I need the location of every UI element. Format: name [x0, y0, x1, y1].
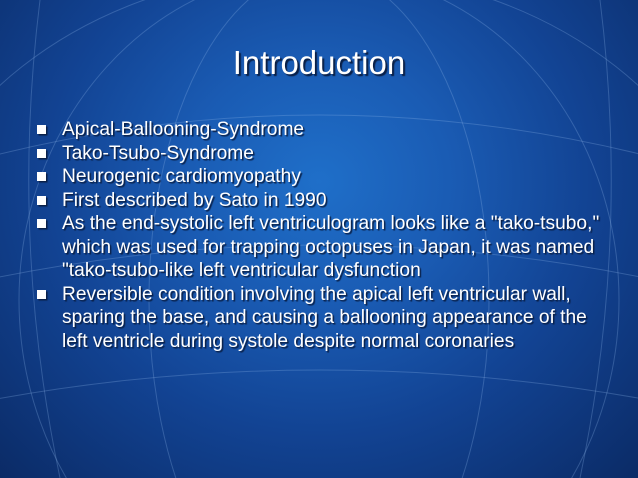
bullet-text: Tako-Tsubo-Syndrome: [62, 142, 254, 164]
bullet-item: [34, 212, 604, 283]
square-bullet-icon: [37, 125, 46, 134]
bullet-item: [34, 283, 604, 354]
square-bullet-icon: [37, 149, 46, 158]
bullet-item: [34, 189, 604, 213]
bullet-item: [34, 118, 604, 142]
bullet-text: First described by Sato in 1990: [62, 189, 327, 211]
bullet-list: [34, 118, 604, 353]
square-bullet-icon: [37, 196, 46, 205]
bullet-text: As the end-systolic left ventriculogram looks like a "tako-tsubo," which was used for trapping octopuses in Japan, it was named "tako-tsubo-like left ventricular dysfunction: [62, 213, 600, 281]
bullet-item: [34, 165, 604, 189]
square-bullet-icon: [37, 290, 46, 299]
slide-title: Introduction: [232, 44, 406, 81]
square-bullet-icon: [37, 219, 46, 228]
square-bullet-icon: [37, 172, 46, 181]
bullet-text: Neurogenic cardiomyopathy: [62, 166, 301, 187]
bullet-text: Apical-Ballooning-Syndrome: [62, 119, 305, 140]
bullet-item: [34, 142, 604, 166]
bullet-text: Reversible condition involving the apical left ventricular wall, sparing the base, and causing a ballooning appearance of the left ventricle during systole despite normal coronaries: [62, 283, 587, 352]
